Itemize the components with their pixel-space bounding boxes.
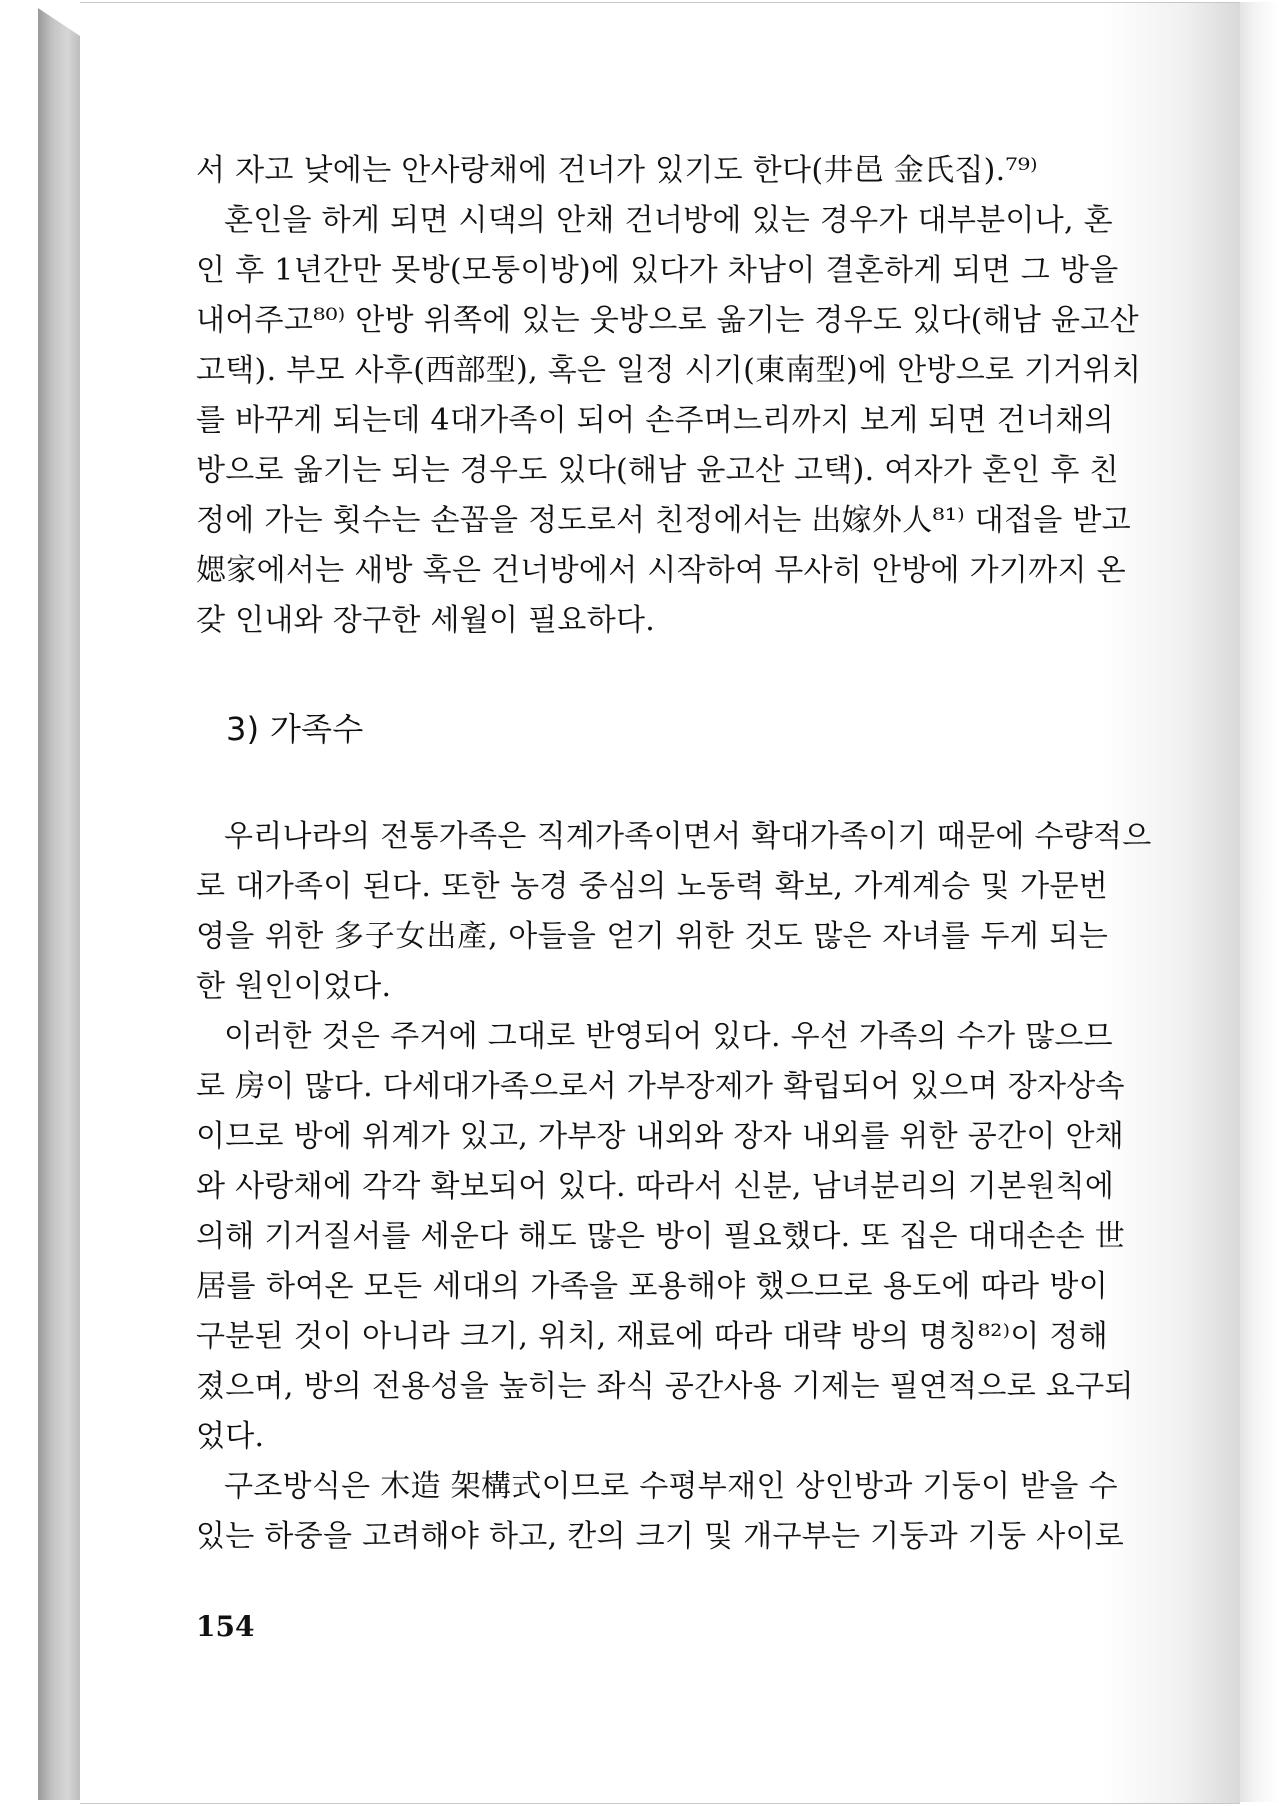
text-line: 한 원인이었다. xyxy=(196,969,392,1004)
text-line: 우리나라의 전통가족은 직계가족이면서 확대가족이기 때문에 수량적으 xyxy=(224,819,1152,854)
spacer xyxy=(196,646,1108,696)
text-line: 와 사랑채에 각각 확보되어 있다. 따라서 신분, 남녀분리의 기본원칙에 xyxy=(196,1169,1115,1204)
text-line: 영을 위한 多子女出產, 아들을 얻기 위한 것도 많은 자녀를 두게 되는 xyxy=(196,919,1108,954)
section-heading: 3) 가족수 xyxy=(226,710,364,748)
text-line: 었다. xyxy=(196,1419,265,1454)
page-number: 154 xyxy=(196,1610,255,1643)
spacer xyxy=(196,762,1108,812)
text-line: 구분된 것이 아니라 크기, 위치, 재료에 따라 대략 방의 명칭⁸²⁾이 정해 xyxy=(196,1319,1108,1354)
text-line: 내어주고⁸⁰⁾ 안방 위쪽에 있는 웃방으로 옮기는 경우도 있다(해남 윤고산 xyxy=(196,303,1139,338)
text-line: 구조방식은 木造 架構式이므로 수평부재인 상인방과 기둥이 받을 수 xyxy=(224,1469,1118,1504)
text-line: 서 자고 낮에는 안사랑채에 건너가 있기도 한다(井邑 金氏집).⁷⁹⁾ xyxy=(196,153,1038,188)
page-text xyxy=(196,146,1152,1562)
page-edge-shadow xyxy=(1240,2,1279,1802)
text-line: 혼인을 하게 되면 시댁의 안채 건너방에 있는 경우가 대부분이나, 혼 xyxy=(224,203,1113,238)
text-line: 졌으며, 방의 전용성을 높히는 좌식 공간사용 기제는 필연적으로 요구되 xyxy=(196,1369,1134,1404)
text-line: 정에 가는 횟수는 손꼽을 정도로서 친정에서는 出嫁外人⁸¹⁾ 대접을 받고 xyxy=(196,503,1131,538)
text-line: 있는 하중을 고려해야 하고, 칸의 크기 및 개구부는 기둥과 기둥 사이로 xyxy=(196,1519,1125,1554)
text-line: 방으로 옮기는 되는 경우도 있다(해남 윤고산 고택). 여자가 혼인 후 친 xyxy=(196,453,1119,488)
text-line: 이므로 방에 위계가 있고, 가부장 내외와 장자 내외를 위한 공간이 안채 xyxy=(196,1119,1125,1154)
text-line: 인 후 1년간만 못방(모퉁이방)에 있다가 차남이 결혼하게 되면 그 방을 xyxy=(196,253,1119,288)
text-line: 갖 인내와 장구한 세월이 필요하다. xyxy=(196,603,656,638)
text-line: 의해 기거질서를 세운다 해도 많은 방이 필요했다. 또 집은 대대손손 世 xyxy=(196,1219,1126,1254)
text-line: 고택). 부모 사후(西部型), 혹은 일정 시기(東南型)에 안방으로 기거위치 xyxy=(196,353,1142,388)
text-line: 媤家에서는 새방 혹은 건너방에서 시작하여 무사히 안방에 가기까지 온 xyxy=(196,553,1126,588)
text-line: 居를 하여온 모든 세대의 가족을 포용해야 했으므로 용도에 따라 방이 xyxy=(196,1269,1108,1304)
text-line: 로 대가족이 된다. 또한 농경 중심의 노동력 확보, 가계계승 및 가문번 xyxy=(196,869,1108,904)
book-spine xyxy=(38,8,80,1800)
text-line: 로 房이 많다. 다세대가족으로서 가부장제가 확립되어 있으며 장자상속 xyxy=(196,1069,1125,1104)
text-line: 를 바꾸게 되는데 4대가족이 되어 손주며느리까지 보게 되면 건너채의 xyxy=(196,403,1114,438)
text-line: 이러한 것은 주거에 그대로 반영되어 있다. 우선 가족의 수가 많으므 xyxy=(224,1019,1113,1054)
